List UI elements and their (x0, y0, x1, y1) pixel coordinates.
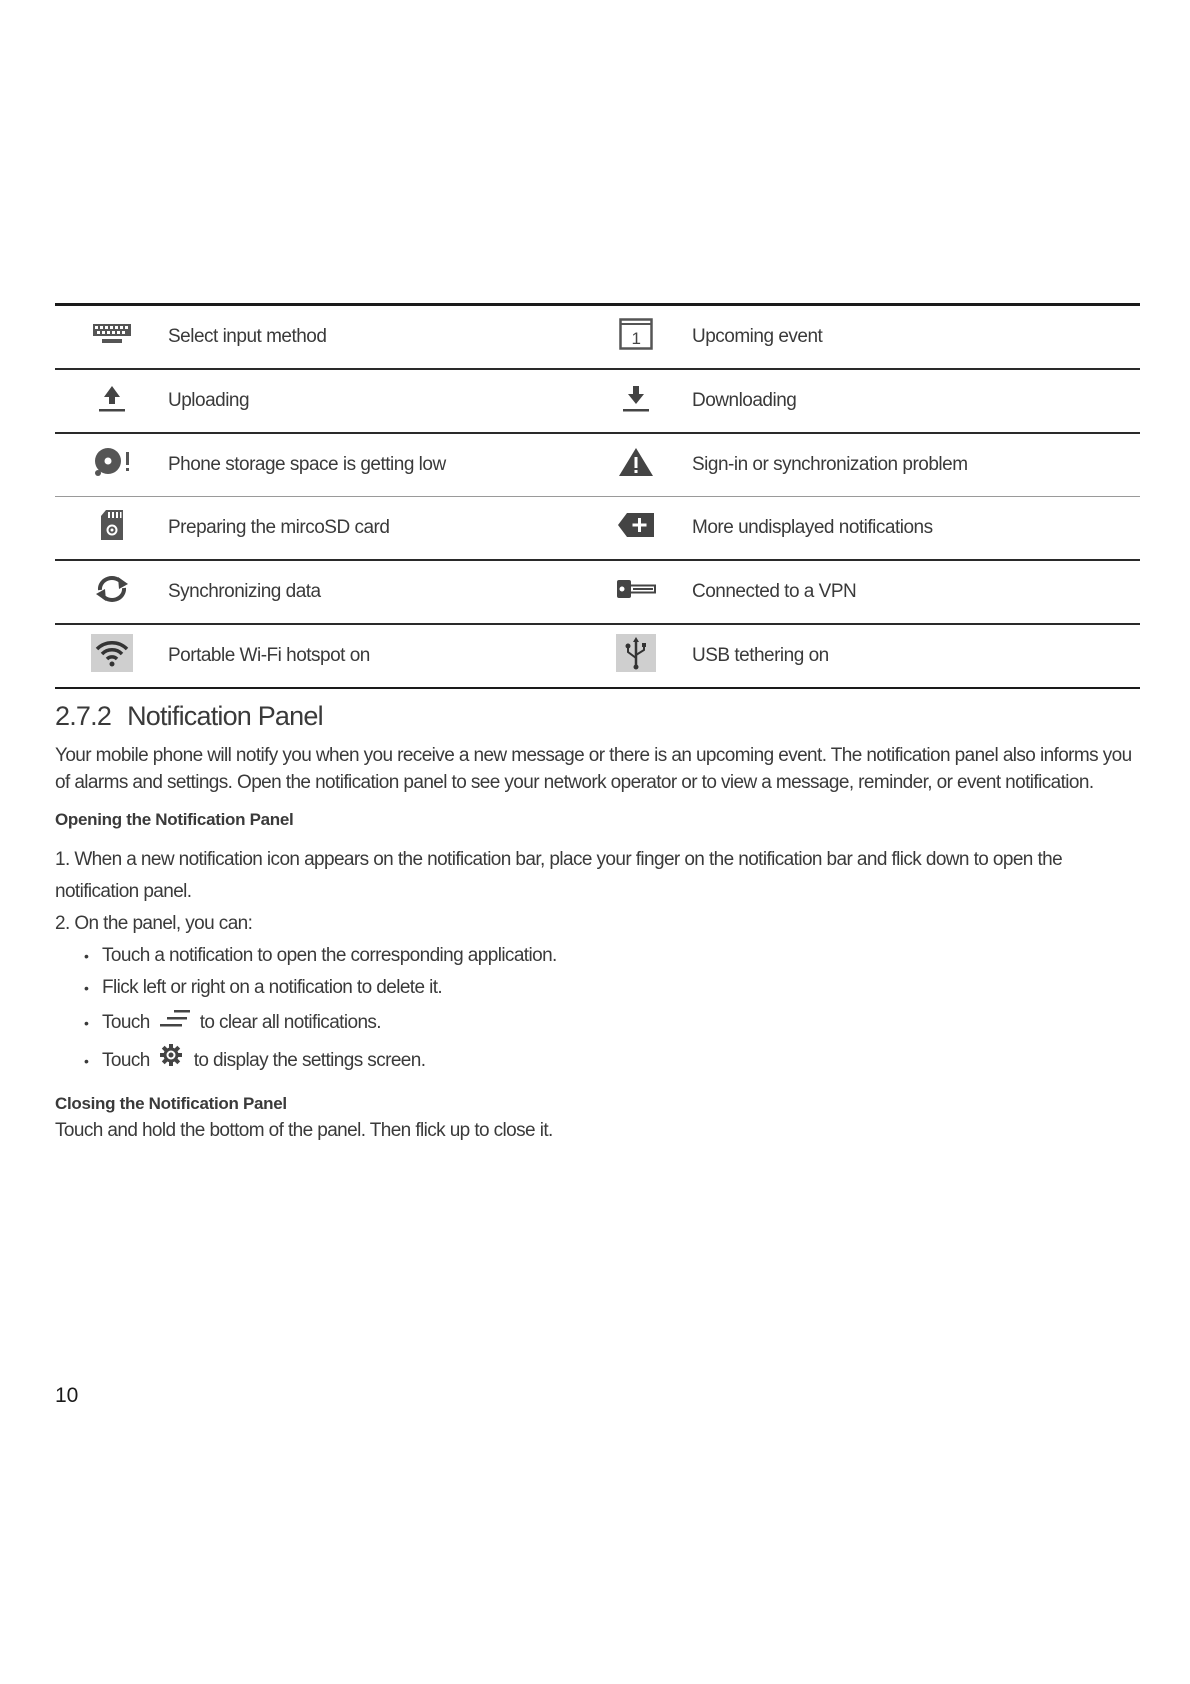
intro-paragraph: Your mobile phone will notify you when you receive a new message or there is an upcoming event. The notification panel also informs you of alarms and settings. Open the notification panel to see your network operator or to view a message, reminder, or event notification. (55, 745, 1132, 793)
section-title: Notification Panel (127, 701, 323, 731)
bullet: • (84, 1053, 89, 1069)
bullet-list (55, 940, 1140, 1080)
list-item: • Flick left or right on a notification to delete it. (84, 972, 1140, 1004)
table-cell-label: Upcoming event (692, 326, 823, 347)
bullet: • (84, 948, 89, 964)
list-item: • Touch to clear all notifications. (84, 1004, 1140, 1042)
vpn-key-icon (616, 578, 656, 606)
keyboard-icon (92, 323, 132, 351)
opening-heading: Opening the Notification Panel (55, 810, 294, 829)
table-cell-label: Connected to a VPN (692, 581, 857, 602)
table-row (55, 369, 1140, 433)
page-number: 10 (55, 1384, 79, 1407)
table-cell-label: USB tethering on (692, 645, 829, 666)
bullet: • (84, 980, 89, 996)
sd-card-icon (100, 509, 124, 547)
table-row (55, 497, 1140, 561)
section-number: 2.7.2 (55, 701, 112, 731)
svg-text:1: 1 (631, 329, 641, 348)
list-item: • Touch a notification to open the corresponding application. (84, 940, 1140, 972)
list-item: 1. When a new notification icon appears on the notification bar, place your finger on the notification bar and flick down to open the notification panel. (55, 849, 1063, 902)
table-cell-label: Phone storage space is getting low (168, 454, 446, 475)
closing-heading: Closing the Notification Panel (55, 1094, 287, 1113)
page-content (55, 303, 1140, 1142)
more-notifications-icon (617, 512, 655, 544)
sync-icon (93, 574, 131, 610)
table-cell-label: More undisplayed notifications (692, 517, 933, 538)
table-cell-label: Portable Wi-Fi hotspot on (168, 645, 370, 666)
table-cell-label: Downloading (692, 390, 797, 411)
table-cell-label: Preparing the mircoSD card (168, 517, 390, 538)
calendar-icon (619, 318, 653, 356)
clear-all-icon (158, 1004, 192, 1042)
download-icon (621, 383, 651, 419)
closing-paragraph: Touch and hold the bottom of the panel. Then flick up to close it. (55, 1120, 553, 1141)
status-icons-table (55, 303, 1140, 689)
table-cell-label: Sign-in or synchronization problem (692, 454, 968, 475)
steps-list (55, 844, 1140, 940)
upload-icon (97, 383, 127, 419)
wifi-hotspot-icon (91, 634, 133, 678)
table-cell-label: Select input method (168, 326, 327, 347)
usb-icon (616, 634, 656, 678)
table-row (55, 560, 1140, 624)
bullet: • (84, 1015, 89, 1031)
warning-icon (618, 446, 654, 484)
table-row (55, 305, 1140, 370)
list-item: • Touch to display the settings screen. (84, 1042, 1140, 1080)
table-row (55, 433, 1140, 497)
table-row (55, 624, 1140, 688)
settings-gear-icon (160, 1042, 182, 1080)
section-heading (55, 701, 1140, 732)
storage-low-icon (93, 446, 131, 484)
list-item: 2. On the panel, you can: (55, 913, 253, 934)
table-cell-label: Uploading (168, 390, 250, 411)
table-cell-label: Synchronizing data (168, 581, 321, 602)
